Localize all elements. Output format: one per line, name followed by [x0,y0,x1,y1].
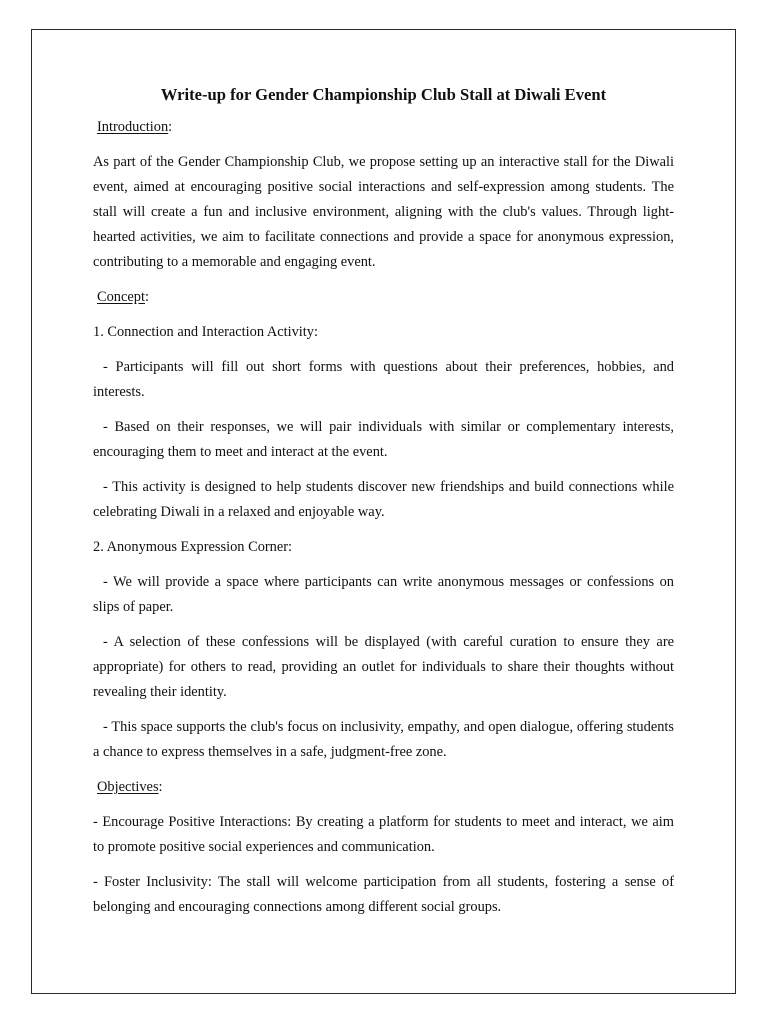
concept-heading-text: Concept [97,289,145,305]
activity-2-point-text: - A selection of these confessions will be displayed (with careful curation to ensure they are appropriate) for others to read, providing an outlet for individuals to share their thoughts without revealing their identity. [93,634,674,700]
document-title: Write-up for Gender Championship Club Stall at Diwali Event [160,85,607,104]
activity-1-point-text: - Participants will fill out short forms with questions about their preferences, hobbies, and interests. [93,359,674,400]
activity-2-point-text: - We will provide a space where participants can write anonymous messages or confessions on slips of paper. [93,574,674,615]
activity-2-point [93,715,674,765]
activity-1-point-text: - Based on their responses, we will pair individuals with similar or complementary interests, encouraging them to meet and interact at the event. [93,419,674,460]
concept-heading [93,285,674,310]
objective-item: - Encourage Positive Interactions: By creating a platform for students to meet and interact, we aim to promote positive social experiences and communication. [93,814,674,855]
concept-heading-colon: : [144,289,149,305]
activity-2-point-text: - This space supports the club's focus on inclusivity, empathy, and open dialogue, offering students a chance to express themselves in a safe, judgment-free zone. [93,719,674,760]
activity-1-point [93,475,674,525]
activity-1-point-text: - This activity is designed to help students discover new friendships and build connections while celebrating Diwali in a relaxed and enjoyable way. [93,479,674,520]
introduction-heading-colon: : [168,119,173,135]
introduction-paragraph: As part of the Gender Championship Club, we propose setting up an interactive stall for the Diwali event, aimed at encouraging positive social interactions and self-expression among students. The stall will create a fun and inclusive environment, aligning with the club's values. Through light-hearted activities, we aim to facilitate connections and provide a space for anonymous expression, contributing to a memorable and engaging event. [93,154,674,270]
activity-2-point [93,570,674,620]
introduction-heading-text: Introduction [97,119,169,135]
objectives-heading-text: Objectives [97,779,159,795]
objectives-heading-colon: : [158,779,163,795]
activity-1-title: 1. Connection and Interaction Activity: [93,324,319,340]
objective-item: - Foster Inclusivity: The stall will welcome participation from all students, fostering a sense of belonging and encouraging connections among different social groups. [93,874,674,915]
activity-2-point [93,630,674,705]
document-body [93,84,674,930]
activity-2-title: 2. Anonymous Expression Corner: [93,539,293,555]
introduction-heading [93,115,674,140]
objectives-heading [93,775,674,800]
activity-1-point [93,355,674,405]
activity-1-point [93,415,674,465]
